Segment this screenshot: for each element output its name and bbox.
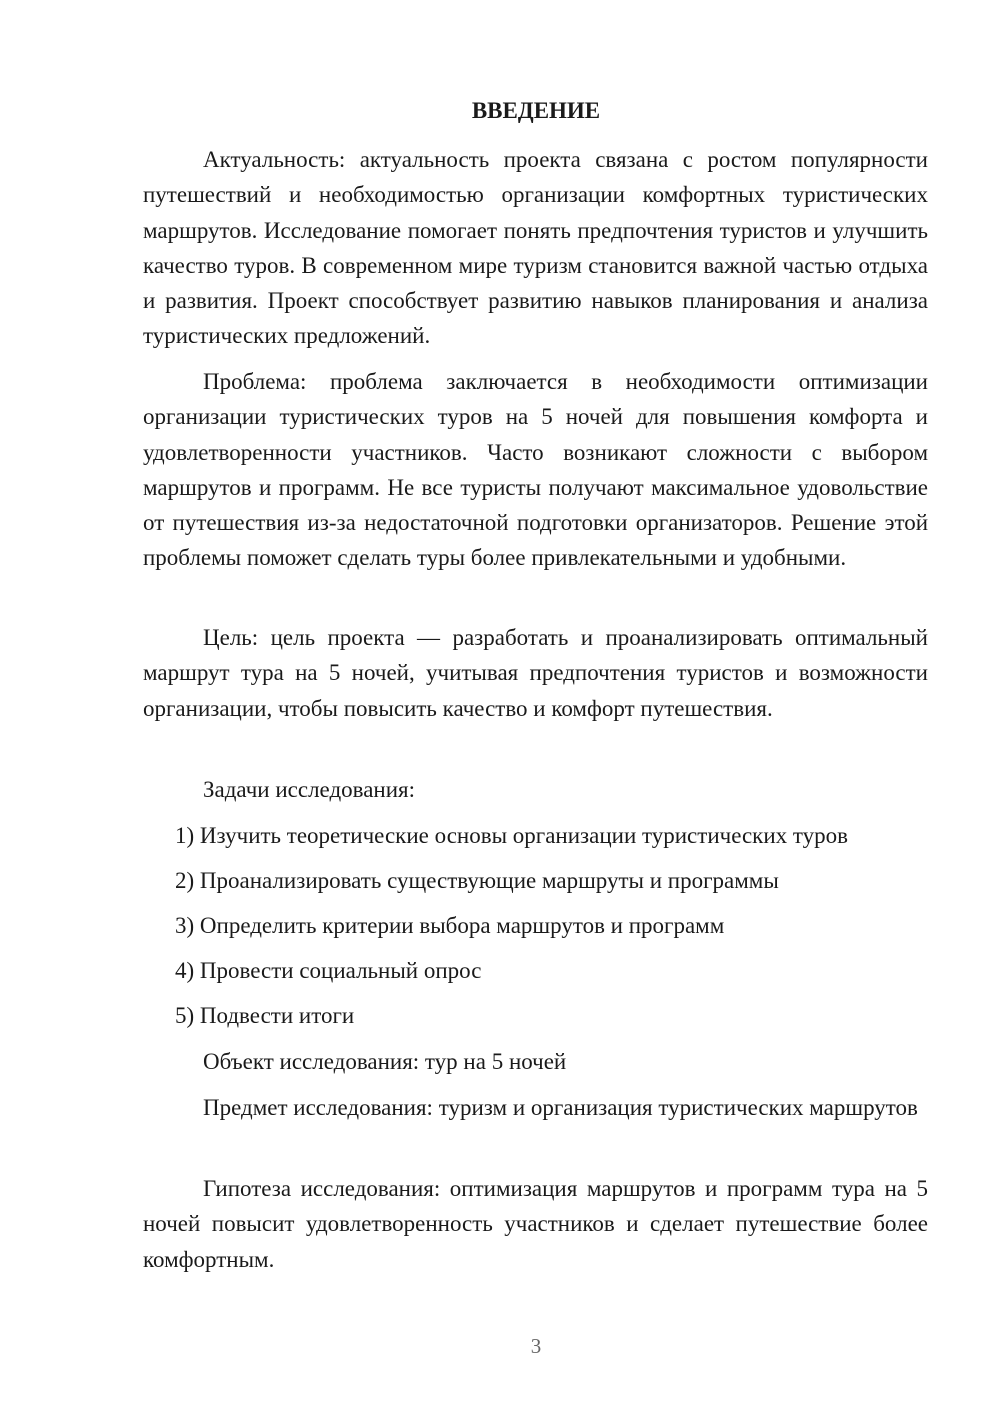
tasks-heading: Задачи исследования: [203,777,416,802]
research-object: Объект исследования: тур на 5 ночей [203,1049,567,1074]
research-hypothesis: Гипотеза исследования: оптимизация маршрутов и программ тура на 5 ночей повысит удовлетворенность участников и сделает путешествие более комфортным. [143,1176,928,1272]
task-item-3: 3) Определить критерии выбора маршрутов и программ [175,913,725,938]
problem-paragraph: Проблема: проблема заключается в необходимости оптимизации организации туристических туров на 5 ночей для повышения комфорта и удовлетворенности участников. Часто возникают сложности с выбором маршрутов и программ. Не все туристы получают максимальное удовольствие от путешествия из-за недостаточной подготовки организаторов. Решение этой проблемы поможет сделать туры более привлекательными и удобными. [143,369,928,571]
task-item-2: 2) Проанализировать существующие маршруты и программы [175,868,779,893]
task-item-4: 4) Провести социальный опрос [175,958,482,983]
research-subject: Предмет исследования: туризм и организация туристических маршрутов [203,1095,918,1120]
goal-paragraph: Цель: цель проекта — разработать и проанализировать оптимальный маршрут тура на 5 ночей, учитывая предпочтения туристов и возможности организации, чтобы повысить качество и комфорт путешествия. [143,625,928,721]
task-item-5: 5) Подвести итоги [175,1003,355,1028]
task-item-1: 1) Изучить теоретические основы организации туристических туров [175,823,849,848]
section-title: ВВЕДЕНИЕ [471,98,601,123]
relevance-paragraph: Актуальность: актуальность проекта связана с ростом популярности путешествий и необходимостью организации комфортных туристических маршрутов. Исследование помогает понять предпочтения туристов и улучшить качество туров. В современном мире туризм становится важной частью отдыха и развития. Проект способствует развитию навыков планирования и анализа туристических предложений. [143,147,928,349]
page-number: 3 [530,1334,542,1358]
